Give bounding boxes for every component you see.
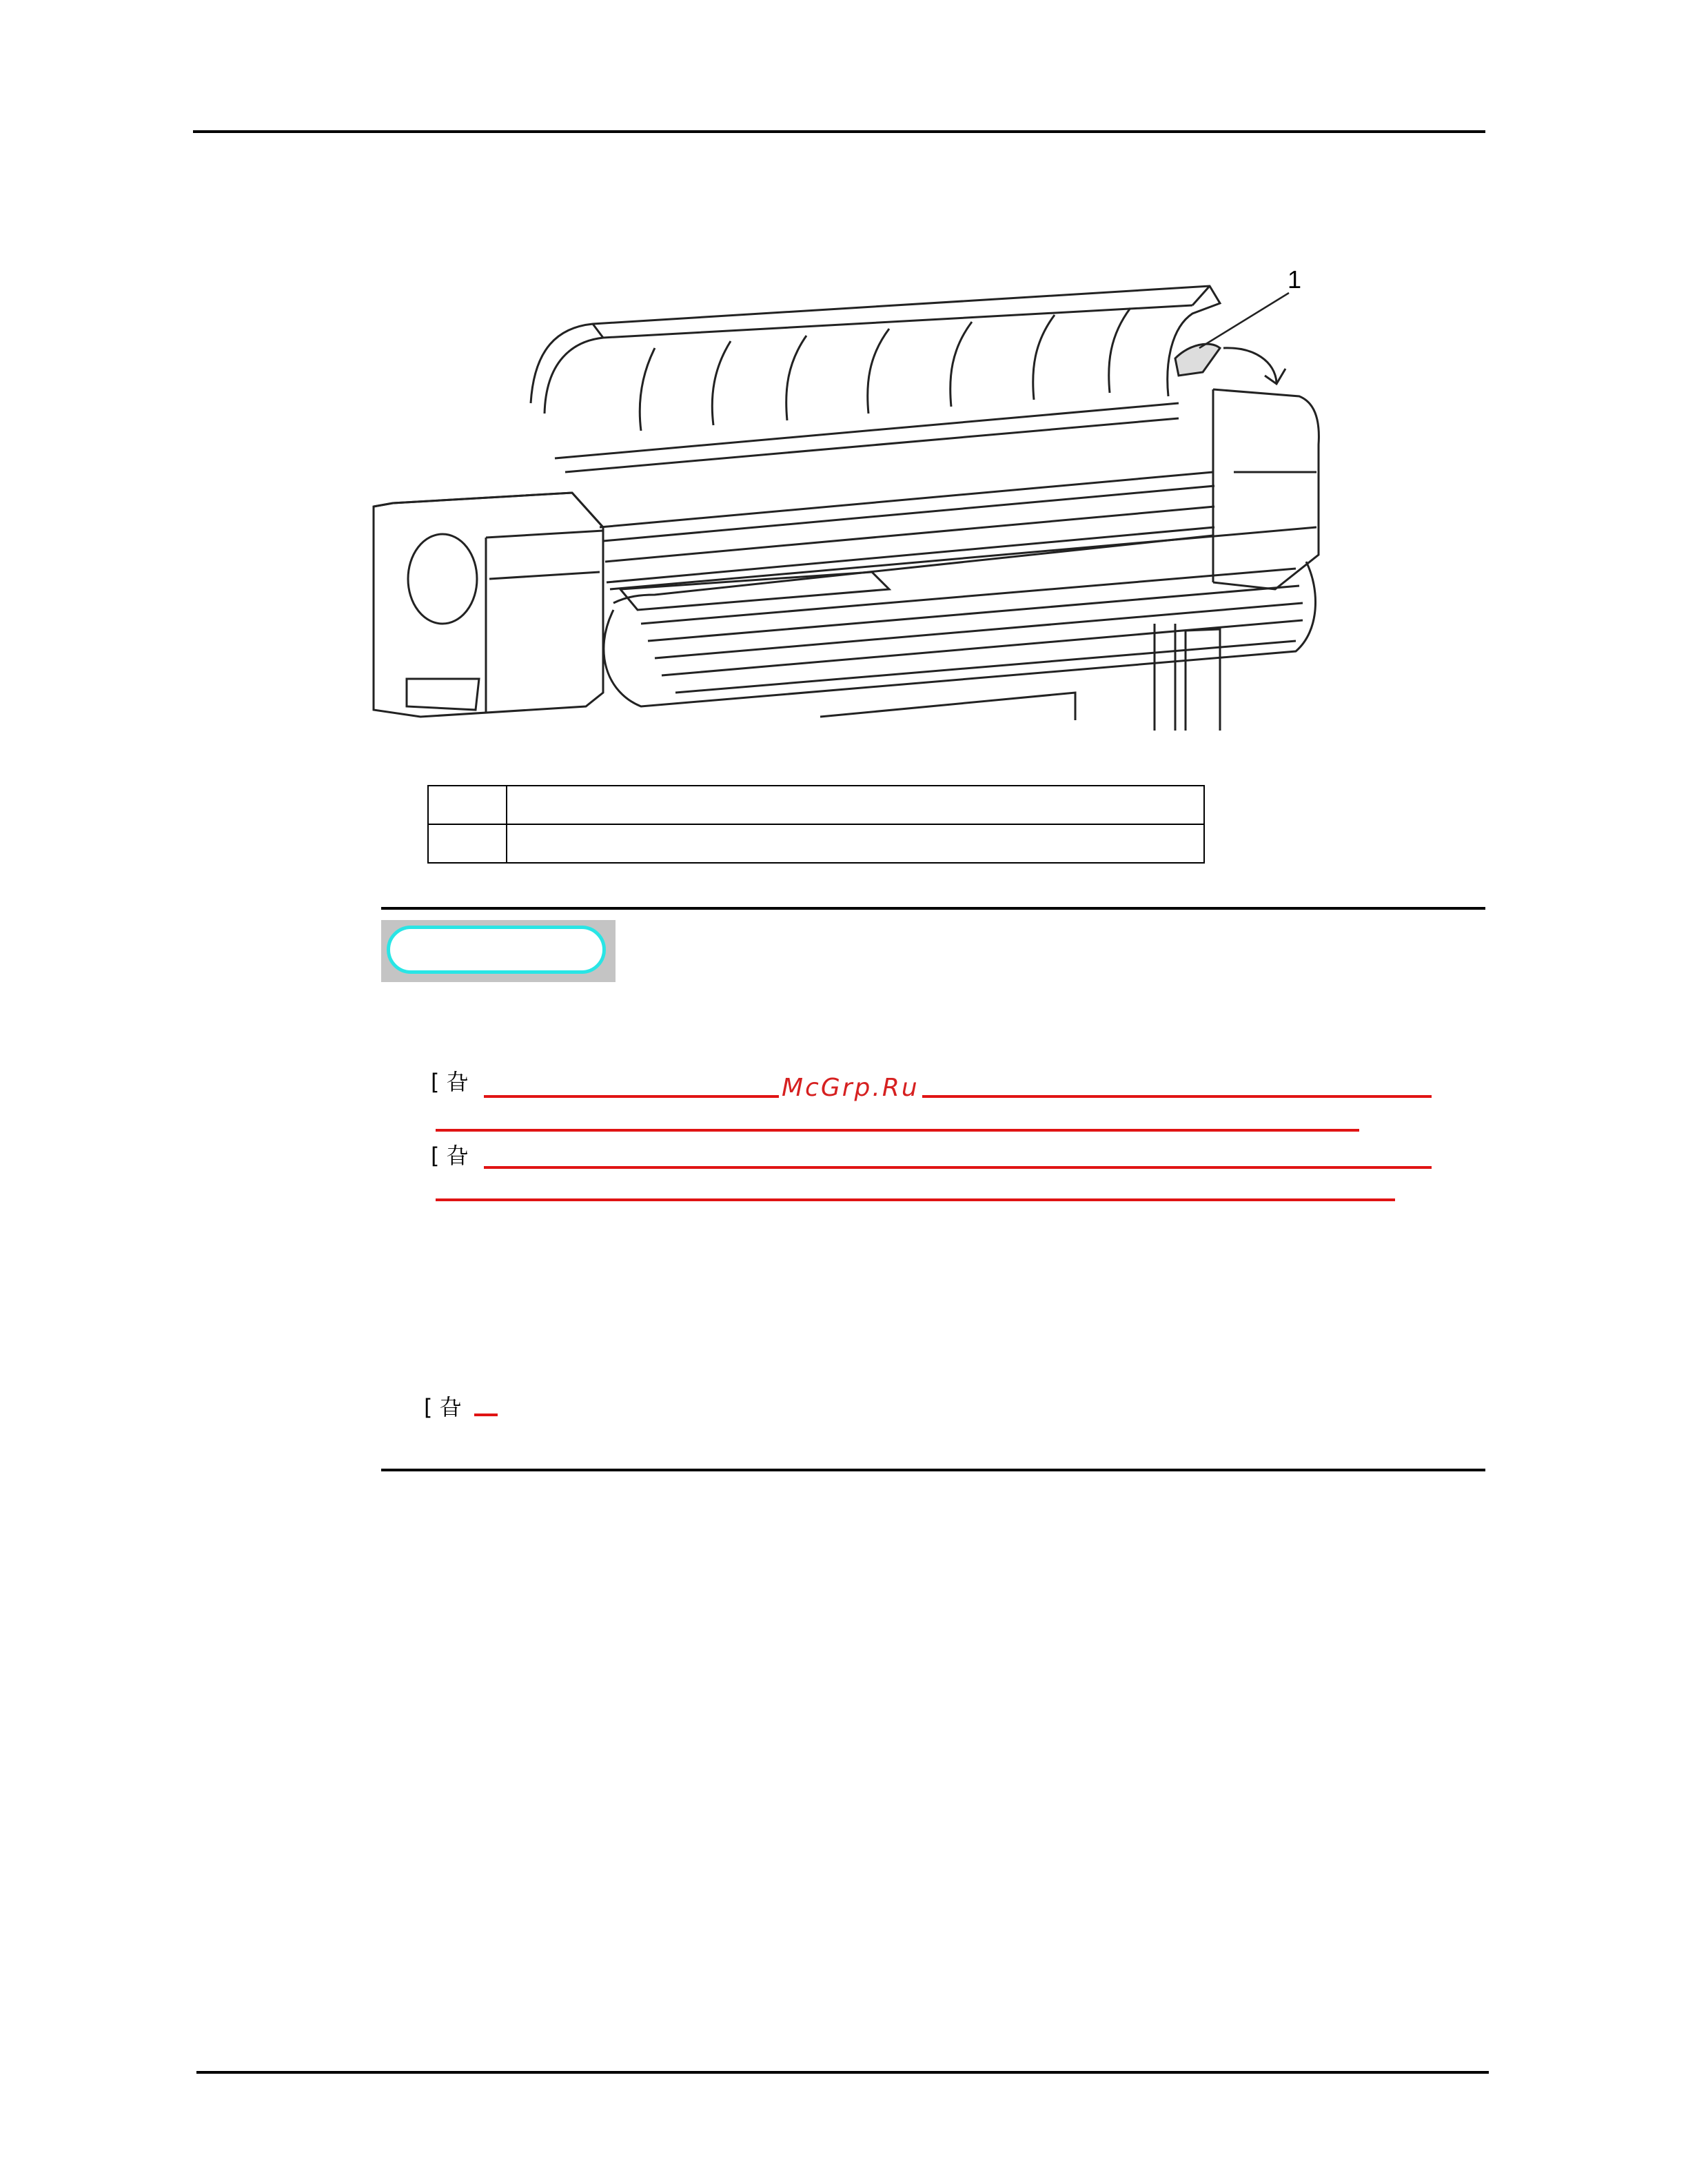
note-item-glyph: [ 旮	[424, 1394, 462, 1420]
callout-number: 1	[1288, 265, 1302, 294]
table-row	[428, 786, 1204, 824]
table-row	[428, 824, 1204, 863]
note-badge-pill	[387, 926, 606, 974]
watermark-text: McGrp.Ru	[779, 1074, 922, 1102]
note-top-rule	[381, 907, 1485, 910]
printer-drawing	[365, 265, 1330, 734]
note-link-line[interactable]	[484, 1166, 1432, 1169]
footer-rule	[196, 2071, 1489, 2074]
legend-number-cell	[428, 786, 507, 824]
note-item-glyph: [ 旮	[431, 1143, 469, 1169]
note-badge	[381, 920, 616, 982]
note-link-line[interactable]	[436, 1129, 1359, 1132]
note-bottom-rule	[381, 1469, 1485, 1471]
legend-description-cell	[507, 824, 1204, 863]
note-link-line[interactable]	[436, 1198, 1395, 1201]
legend-table	[427, 785, 1205, 864]
header-rule	[193, 130, 1485, 133]
note-link-line[interactable]	[474, 1414, 498, 1416]
note-link-line[interactable]	[484, 1095, 1432, 1098]
legend-number-cell	[428, 824, 507, 863]
legend-description-cell	[507, 786, 1204, 824]
printer-illustration	[365, 265, 1330, 734]
note-item-glyph: [ 旮	[431, 1069, 469, 1095]
